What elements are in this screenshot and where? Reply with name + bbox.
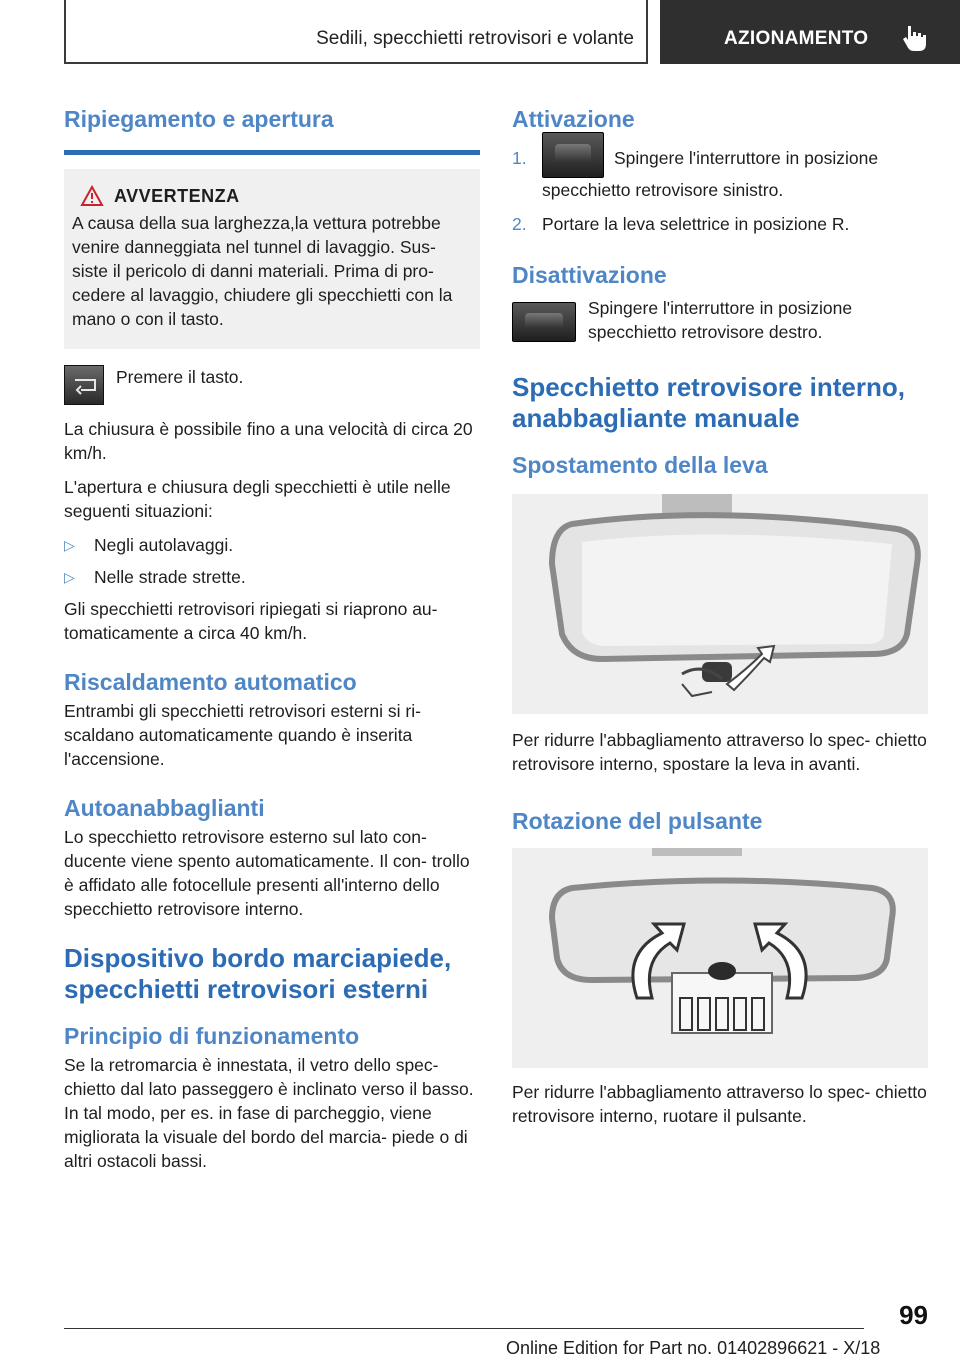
warning-text: A causa della sua larghezza,la vettura potrebbe venire danneggiata nel tunnel di lavaggio. Sus- siste il pericolo di danni materiali. Prima di pro- cedere al lavaggio, chiudere gli specchietti con la mano o con il tasto. [72, 213, 453, 329]
warning-box [64, 169, 480, 349]
footer-rule [64, 1328, 864, 1329]
header-section-box [64, 0, 648, 64]
right-column [512, 96, 928, 1128]
header-chapter-box [660, 0, 960, 64]
hand-pointing-icon [900, 24, 930, 52]
list-item: 1. Spingere l'interruttore in posizione specchietto retrovisore sinistro. [512, 146, 928, 202]
section-rule [64, 150, 480, 155]
mirror-switch-left-icon [542, 132, 604, 178]
left-column [64, 96, 480, 1173]
disattivazione-text: Spingere l'interruttore in posizione specchietto retrovisore destro. [588, 298, 853, 342]
page-number: 99 [899, 1300, 928, 1330]
press-button-text: Premere il tasto. [116, 367, 244, 387]
section-title: Sedili, specchietti retrovisori e volante [316, 28, 634, 49]
bullet-triangle-icon: ▷ [64, 569, 75, 585]
warning-triangle-icon [80, 185, 104, 207]
list-item: 2. Portare la leva selettrice in posizione R. [512, 214, 850, 234]
heading-principio: Principio di funzionamento [64, 1023, 360, 1049]
mirror-dial-illustration [512, 848, 928, 1068]
heading-ripiegamento: Ripiegamento e apertura [64, 106, 334, 132]
heading-attivazione: Attivazione [512, 106, 635, 132]
principio-text: Se la retromarcia è innestata, il vetro dello spec- chietto dal lato passeggero è inclinato verso il basso. In tal modo, per es. in fase di parcheggio, viene migliorata la visuale del bordo del marcia- piede o di altri ostacoli bassi. [64, 1055, 474, 1171]
heading-specchietto-interno: Specchietto retrovisore interno, anabbagliante manuale [512, 372, 905, 433]
chapter-title: AZIONAMENTO [724, 28, 869, 49]
edition-text: Online Edition for Part no. 01402896621 - X/18 [506, 1338, 881, 1358]
step-number: 2. [512, 214, 527, 234]
autoanabbaglianti-text: Lo specchietto retrovisore esterno sul lato con- ducente viene spento automaticamente. Il con- trollo è affidato alle fotocellule presenti all'interno dello specchietto retrovisore interno. [64, 827, 470, 919]
heading-rotazione: Rotazione del pulsante [512, 808, 763, 834]
closing-speed-text: La chiusura è possibile fino a una velocità di circa 20 km/h. [64, 419, 473, 463]
heading-disattivazione: Disattivazione [512, 262, 667, 288]
mirror-lever-illustration [512, 494, 928, 714]
spostamento-text: Per ridurre l'abbagliamento attraverso lo spec- chietto retrovisore interno, spostare la leva in avanti. [512, 730, 927, 774]
heading-spostamento: Spostamento della leva [512, 452, 768, 478]
heading-autoanabbaglianti: Autoanabbaglianti [64, 795, 265, 821]
bullet-triangle-icon: ▷ [64, 537, 75, 553]
list-item: ▷ Nelle strade strette. [64, 567, 246, 587]
mirror-fold-button-icon [64, 365, 104, 405]
warning-title-row [80, 185, 472, 207]
reopen-text: Gli specchietti retrovisori ripiegati si riaprono au- tomaticamente a circa 40 km/h. [64, 599, 438, 643]
disattivazione-row [512, 298, 928, 344]
list-item: ▷ Negli autolavaggi. [64, 535, 234, 555]
heading-dispositivo: Dispositivo bordo marciapiede, specchietti retrovisori esterni [64, 943, 452, 1004]
riscaldamento-text: Entrambi gli specchietti retrovisori esterni si ri- scaldano automaticamente quando è inserita l'accensione. [64, 701, 421, 769]
step-number: 1. [512, 148, 527, 168]
press-button-row [64, 365, 480, 405]
rotazione-text: Per ridurre l'abbagliamento attraverso lo spec- chietto retrovisore interno, ruotare il pulsante. [512, 1082, 927, 1126]
heading-riscaldamento: Riscaldamento automatico [64, 669, 357, 695]
useful-situations-text: L'apertura e chiusura degli specchietti è utile nelle seguenti situazioni: [64, 477, 451, 521]
warning-title: AVVERTENZA [114, 185, 240, 206]
mirror-switch-right-icon [512, 302, 576, 342]
